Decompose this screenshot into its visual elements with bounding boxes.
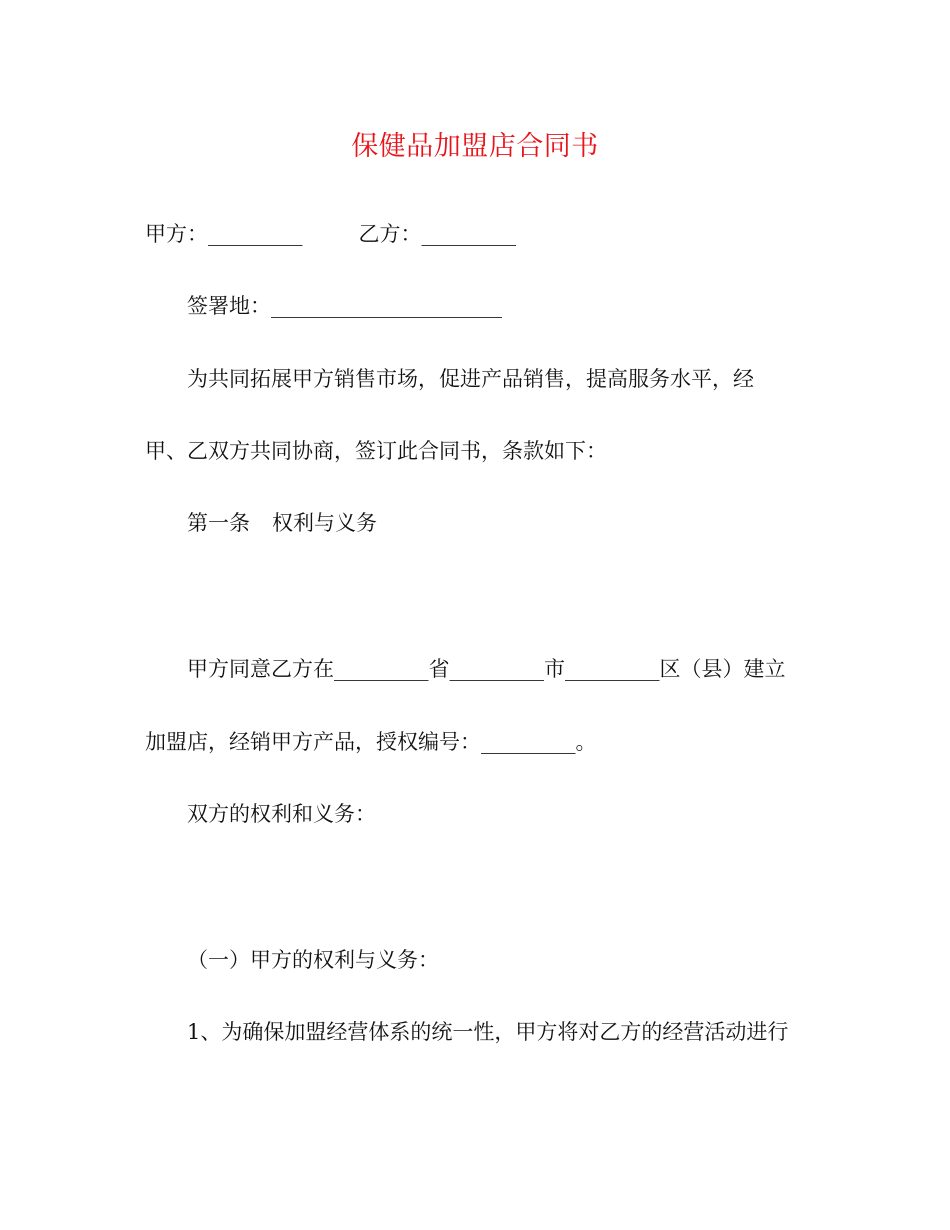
signing-place-label: 签署地： <box>187 294 271 318</box>
parties-line <box>145 219 516 249</box>
article-1-number: 第一条 <box>187 511 250 535</box>
authorization-blank: _________ <box>481 730 576 754</box>
agreement-line <box>187 654 786 684</box>
rights-heading: 双方的权利和义务： <box>187 802 376 826</box>
signing-place-blank: ______________________ <box>271 294 502 318</box>
authorization-suffix: 。 <box>575 730 597 754</box>
authorization-line <box>145 727 597 757</box>
party-a-blank: _________ <box>208 222 303 246</box>
authorization-prefix: 加盟店，经销甲方产品，授权编号： <box>145 730 481 754</box>
party-b-label: 乙方： <box>358 222 422 246</box>
article-1-title: 权利与义务 <box>272 511 377 535</box>
article-1-heading <box>187 508 377 538</box>
province-blank: _________ <box>334 657 429 681</box>
city-label: 市 <box>544 657 565 681</box>
province-label: 省 <box>428 657 450 681</box>
party-b-blank: _________ <box>421 222 516 246</box>
document-title: 保健品加盟店合同书 <box>351 131 599 162</box>
item-1-line: 1、为确保加盟经营体系的统一性，甲方将对乙方的经营活动进行 <box>187 1020 789 1044</box>
district-suffix: 区（县）建立 <box>659 657 786 681</box>
signing-place-line <box>187 291 502 321</box>
city-blank: _________ <box>449 657 544 681</box>
intro-line-1: 为共同拓展甲方销售市场，促进产品销售，提高服务水平，经 <box>187 367 754 391</box>
agreement-prefix: 甲方同意乙方在 <box>187 657 334 681</box>
intro-line-2: 甲、乙双方共同协商，签订此合同书，条款如下： <box>145 439 607 463</box>
district-blank: _________ <box>565 657 660 681</box>
party-a-rights-heading: （一）甲方的权利与义务： <box>187 948 439 972</box>
party-a-label: 甲方： <box>145 222 208 246</box>
